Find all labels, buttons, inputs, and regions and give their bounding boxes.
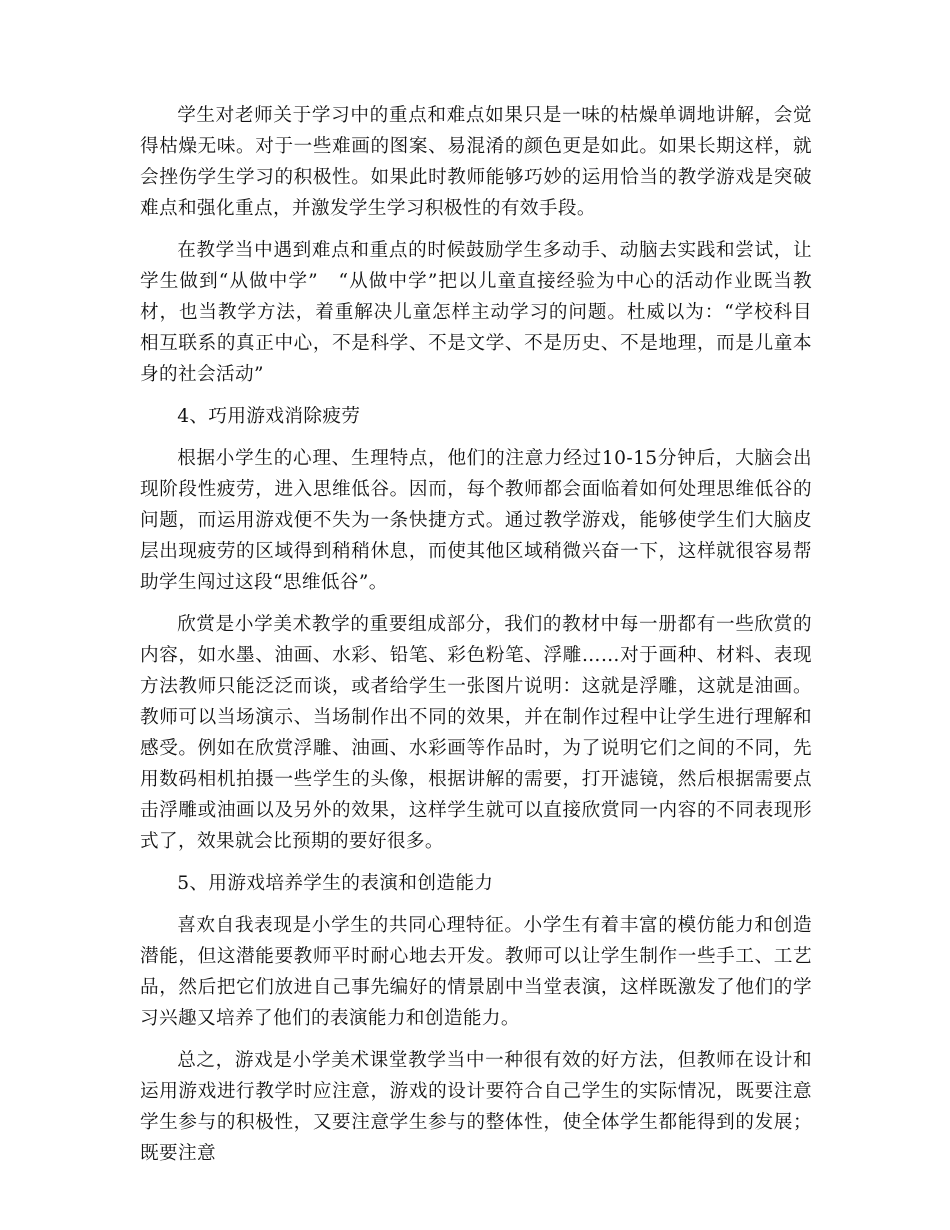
paragraph-learning-by-doing: 在教学当中遇到难点和重点的时候鼓励学生多动手、动脑去实践和尝试，让学生做到“从做中学” “从做中学”把以儿童直接经验为中心的活动作业既当教材，也当教学方法，着重解决儿童怎样主动学习的问题。杜威以为：“学校科目相互联系的真正中心，不是科学、不是文学、不是历史、不是地理，而是儿童本身的社会活动”: [140, 240, 812, 385]
paragraph-conclusion: 总之，游戏是小学美术课堂教学当中一种很有效的好方法，但教师在设计和运用游戏进行教学时应注意，游戏的设计要符合自己学生的实际情况，既要注意学生参与的积极性，又要注意学生参与的整体性，使全体学生都能得到的发展；既要注意: [140, 1050, 812, 1164]
paragraph-difficult-points: 学生对老师关于学习中的重点和难点如果只是一味的枯燥单调地讲解，会觉得枯燥无味。对于一些难画的图案、易混淆的颜色更是如此。如果长期这样，就会挫伤学生学习的积极性。如果此时教师能够巧妙的运用恰当的教学游戏是突破难点和强化重点，并激发学生学习积极性的有效手段。: [140, 105, 812, 219]
paragraph-fatigue: 根据小学生的心理、生理特点，他们的注意力经过10-15分钟后，大脑会出现阶段性疲劳，进入思维低谷。因而，每个教师都会面临着如何处理思维低谷的问题，而运用游戏便不失为一条快捷方式。通过教学游戏，能够使学生们大脑皮层出现疲劳的区域得到稍稍休息，而使其他区域稍微兴奋一下，这样就很容易帮助学生闯过这段“思维低谷”。: [140, 448, 812, 593]
paragraph-performance: 喜欢自我表现是小学生的共同心理特征。小学生有着丰富的模仿能力和创造潜能，但这潜能要教师平时耐心地去开发。教师可以让学生制作一些手工、工艺品，然后把它们放进自己事先编好的情景剧中当堂表演，这样既激发了他们的学习兴趣又培养了他们的表演能力和创造能力。: [140, 915, 812, 1029]
section-heading-4: 4、巧用游戏消除疲劳: [177, 406, 361, 427]
paragraph-appreciation: 欣赏是小学美术教学的重要组成部分，我们的教材中每一册都有一些欣赏的内容，如水墨、油画、水彩、铅笔、彩色粉笔、浮雕……对于画种、材料、表现方法教师只能泛泛而谈，或者给学生一张图片说明：这就是浮雕，这就是油画。教师可以当场演示、当场制作出不同的效果，并在制作过程中让学生进行理解和感受。例如在欣赏浮雕、油画、水彩画等作品时，为了说明它们之间的不同，先用数码相机拍摄一些学生的头像，根据讲解的需要，打开滤镜，然后根据需要点击浮雕或油画以及另外的效果，这样学生就可以直接欣赏同一内容的不同表现形式了，效果就会比预期的要好很多。: [140, 614, 812, 852]
document-page: [140, 100, 812, 1180]
section-heading-5: 5、用游戏培养学生的表演和创造能力: [177, 873, 494, 894]
